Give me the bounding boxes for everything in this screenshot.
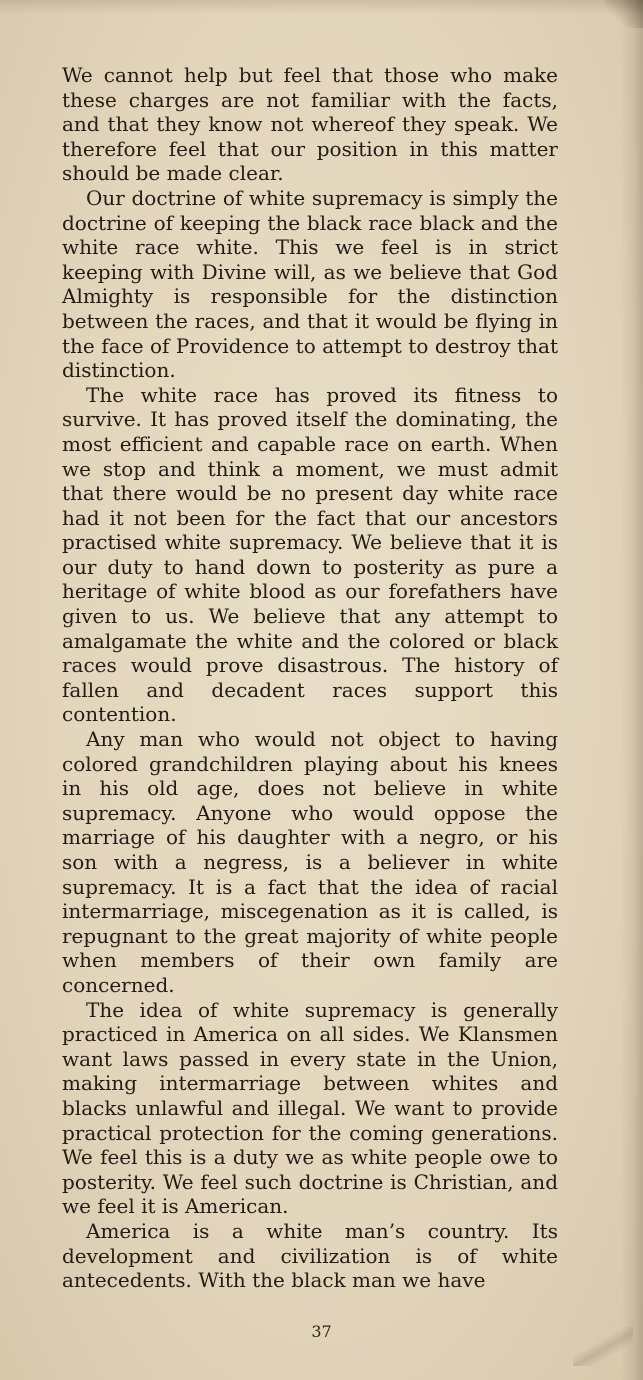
paragraph-6: America is a white man’s country. Its development and civilization is of white antecedents. With the black man we have xyxy=(62,1218,558,1293)
paragraph-5: The idea of white supremacy is generally practiced in America on all sides. We Klansmen want laws passed in every state in the Union, making intermarriage between whites and blacks unlawful and illegal. We want to provide practical protection for the coming generations. We feel this is a duty we as white people owe to posterity. We feel such doctrine is Christian, and we feel it is American. xyxy=(62,997,558,1219)
paragraph-4: Any man who would not object to having colored grandchildren playing about his knees in his old age, does not believe in white supremacy. Anyone who would oppose the marriage of his daughter with a negro, or his son with a negress, is a believer in white supremacy. It is a fact that the idea of racial intermarriage, miscegenation as it is called, is repugnant to the great majority of white people when members of their own family are concerned. xyxy=(62,727,558,997)
page-edge-shadow-top xyxy=(0,0,643,14)
page-corner-wear xyxy=(605,0,643,28)
page-number: 37 xyxy=(311,1322,332,1341)
paragraph-3: The white race has proved its fitness to survive. It has proved itself the dominating, the most efficient and capable race on earth. When we stop and think a moment, we must admit that there would be no present day white race had it not been for the fact that our ancestors practised white supremacy. We believe that it is our duty to hand down to posterity as pure a heritage of white blood as our forefathers have given to us. We believe that any attempt to amalgamate the white and the colored or black races would prove disastrous. The history of fallen and decadent races support this contention. xyxy=(62,382,558,727)
body-text xyxy=(62,63,558,1293)
page-edge-shadow-right xyxy=(621,0,643,1380)
paragraph-1: We cannot help but feel that those who make these charges are not familiar with the facts, and that they know not whereof they speak. We therefore feel that our position in this matter should be made clear. xyxy=(62,63,558,186)
paragraph-2: Our doctrine of white supremacy is simply the doctrine of keeping the black race black and the white race white. This we feel is in strict keeping with Divine will, as we believe that God Almighty is responsible for the distinction between the races, and that it would be flying in the face of Providence to attempt to destroy that distinction. xyxy=(62,185,558,383)
